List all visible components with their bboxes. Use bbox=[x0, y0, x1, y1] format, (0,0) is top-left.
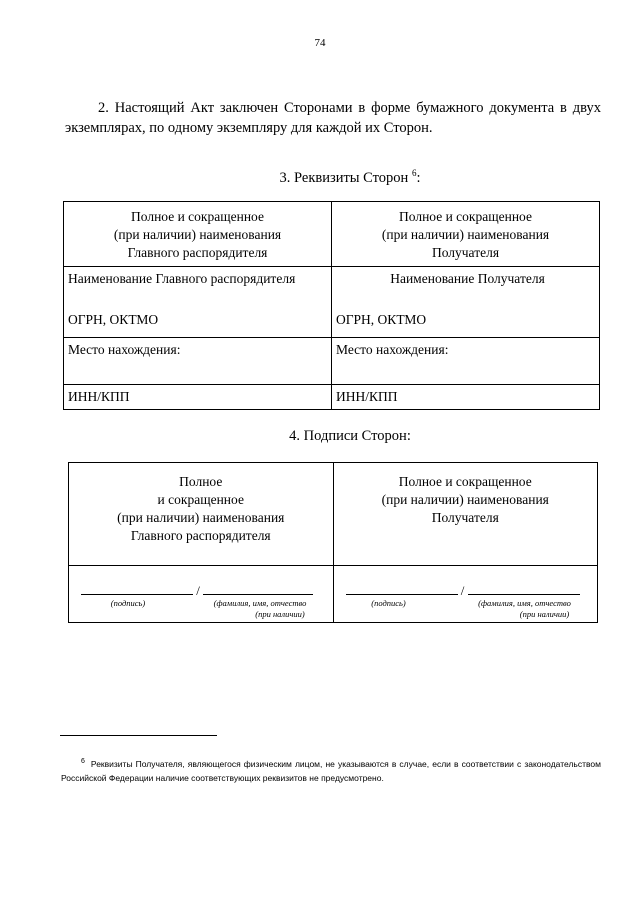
paragraph-2: 2. Настоящий Акт заключен Сторонами в форме бумажного документа в двух экземплярах, по одному экземпляру для каждой их Сторон. bbox=[65, 100, 601, 136]
signatures-table bbox=[68, 462, 598, 623]
requisites-inn-left: ИНН/КПП bbox=[64, 385, 332, 410]
name-note bbox=[195, 598, 325, 620]
name-note-line1: (фамилия, имя, отчество bbox=[478, 598, 571, 608]
header-line: Получателя bbox=[431, 510, 499, 525]
section-4-title: 4. Подписи Сторон: bbox=[289, 428, 411, 444]
name-note-line2: (при наличии) bbox=[255, 609, 305, 619]
signature-cell-right bbox=[333, 566, 598, 623]
signature-blank[interactable] bbox=[346, 580, 458, 595]
name-label: Наименование Получателя bbox=[390, 271, 545, 286]
signature-slash: / bbox=[196, 583, 200, 598]
signature-note: (подпись) bbox=[371, 598, 406, 608]
name-note-line1: (фамилия, имя, отчество bbox=[213, 598, 307, 608]
requisites-table bbox=[63, 201, 600, 410]
header-line: (при наличии) наименования bbox=[381, 227, 550, 242]
header-line: (при наличии) наименования bbox=[113, 227, 282, 242]
header-line: Полное и сокращенное bbox=[131, 209, 264, 224]
requisites-name-right bbox=[332, 267, 600, 338]
name-label: Наименование Главного распорядителя bbox=[68, 271, 296, 286]
footnote-number: 6 bbox=[81, 758, 85, 765]
signatures-header-right bbox=[333, 463, 598, 566]
ogrn-label: ОГРН, ОКТМО bbox=[336, 312, 427, 327]
footnote-ref: 6 bbox=[411, 168, 417, 178]
signature-cell-left bbox=[69, 566, 334, 623]
header-line: Главного распорядителя bbox=[130, 528, 271, 543]
name-blank[interactable] bbox=[203, 580, 313, 595]
footnote-separator bbox=[60, 735, 217, 736]
ogrn-label: ОГРН, ОКТМО bbox=[68, 312, 159, 327]
signature-note: (подпись) bbox=[110, 598, 146, 608]
name-note bbox=[460, 598, 590, 620]
name-blank[interactable] bbox=[468, 580, 580, 595]
header-line: Полное и сокращенное bbox=[398, 474, 532, 489]
header-line: и сокращенное bbox=[157, 492, 244, 507]
header-line: Главного распорядителя bbox=[127, 245, 268, 260]
footnote bbox=[61, 755, 601, 785]
signatures-header-left bbox=[69, 463, 334, 566]
header-line: Получателя bbox=[431, 245, 500, 260]
requisites-header-right bbox=[332, 202, 600, 267]
requisites-location-left: Место нахождения: bbox=[64, 338, 332, 385]
section-3-title-text: 3. Реквизиты Сторон bbox=[279, 169, 409, 186]
signature-line bbox=[346, 580, 580, 599]
header-line: (при наличии) наименования bbox=[117, 510, 285, 525]
requisites-inn-right: ИНН/КПП bbox=[332, 385, 600, 410]
header-line: Полное bbox=[179, 474, 223, 489]
header-line: Полное и сокращенное bbox=[399, 209, 532, 224]
section-3-title: 3. Реквизиты Сторон $^6$: bbox=[279, 168, 421, 186]
signature-slash: / bbox=[460, 583, 465, 598]
signature-blank[interactable] bbox=[81, 580, 193, 595]
footnote-text: Реквизиты Получателя, являющегося физическим лицом, не указываются в случае, если в соответствии с законодательством Российской Федерации наличие соответствующих реквизитов не предусмотрено. bbox=[61, 758, 601, 783]
requisites-header-left bbox=[64, 202, 332, 267]
signature-line bbox=[81, 580, 313, 599]
requisites-location-right: Место нахождения: bbox=[332, 338, 600, 385]
header-line: (при наличии) наименования bbox=[381, 492, 549, 507]
name-note-line2: (при наличии) bbox=[519, 609, 570, 619]
page-number: 74 bbox=[314, 37, 326, 49]
requisites-name-left bbox=[64, 267, 332, 338]
